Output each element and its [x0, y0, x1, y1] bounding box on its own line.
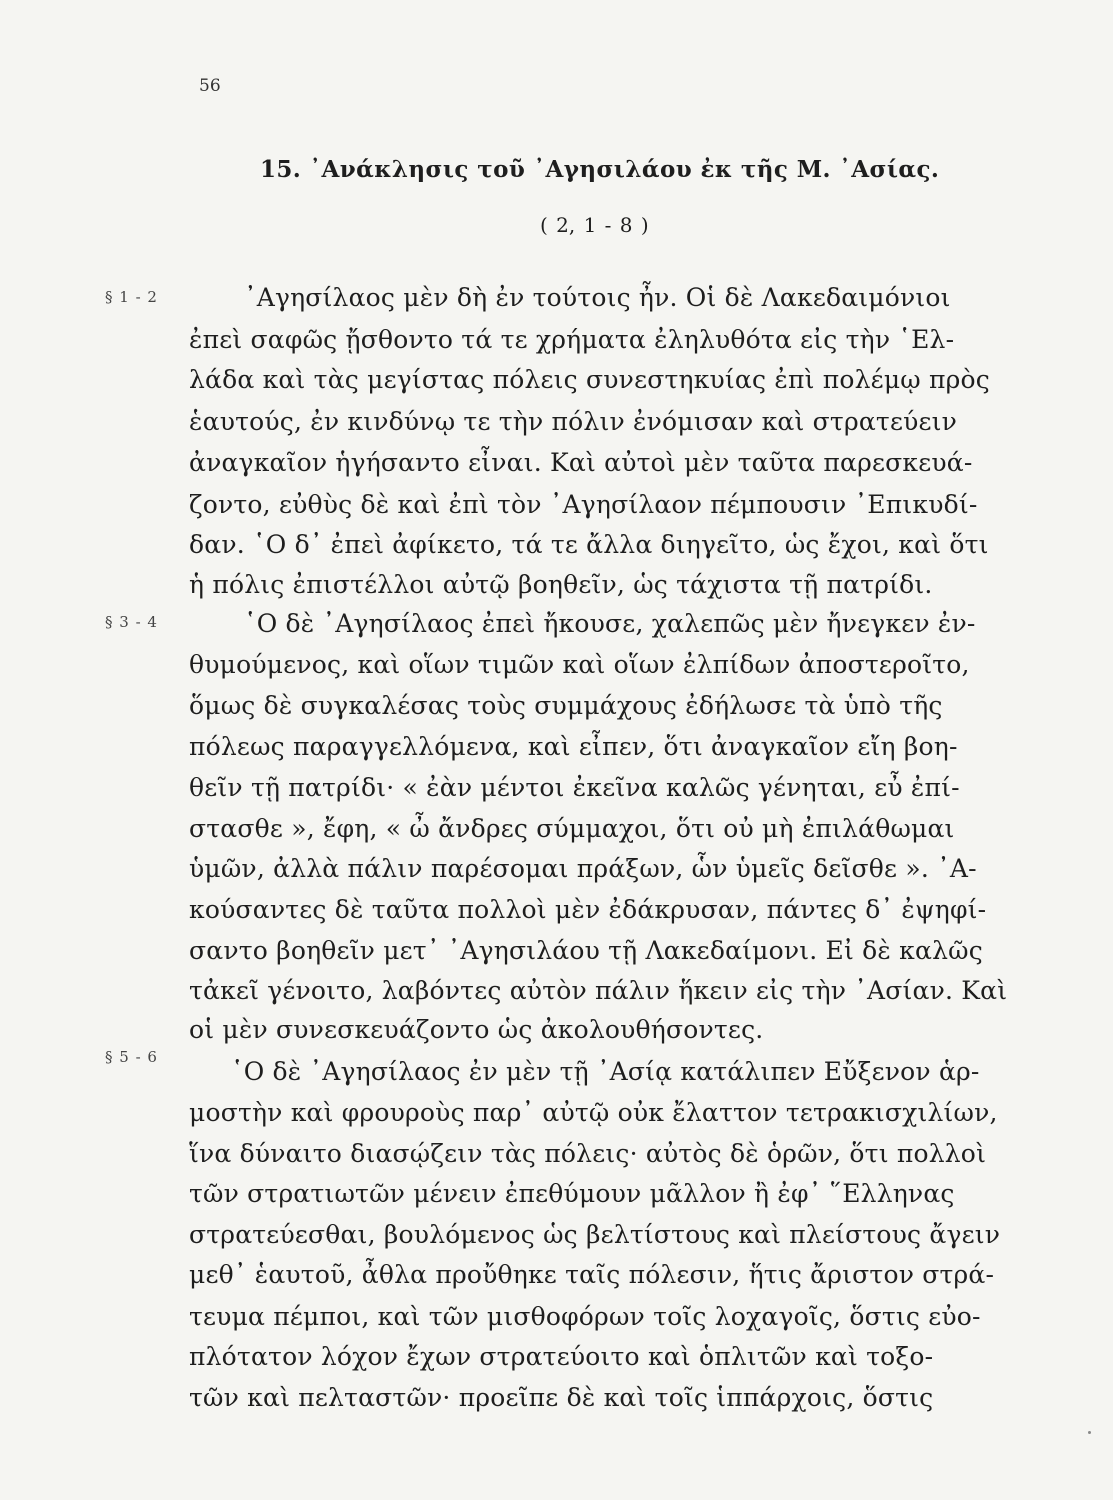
text-line: θεῖν τῇ πατρίδι· « ἐὰν μέντοι ἐκεῖνα καλῶς γένηται, εὖ ἐπί- [189, 773, 960, 802]
section-marker: § 5 - 6 [105, 1048, 158, 1066]
text-line: ἡ πόλις ἐπιστέλλοι αὐτῷ βοηθεῖν, ὡς τάχιστα τῇ πατρίδι. [189, 570, 933, 599]
text-line: ᾿Αγησίλαος μὲν δὴ ἐν τούτοις ἦν. Οἱ δὲ Λακεδαιμόνιοι [244, 283, 951, 312]
text-line: ἐπεὶ σαφῶς ᾔσθοντο τά τε χρήματα ἐληλυθότα εἰς τὴν ῾Ελ- [189, 325, 955, 354]
text-line: ζοντο, εὐθὺς δὲ καὶ ἐπὶ τὸν ᾿Αγησίλαον πέμπουσιν ᾿Επικυδί- [189, 490, 978, 519]
text-line: μοστὴν καὶ φρουροὺς παρ᾿ αὐτῷ οὐκ ἔλαττον τετρακισχιλίων, [189, 1098, 998, 1127]
chapter-subtitle: ( 2, 1 - 8 ) [540, 213, 649, 237]
section-marker: § 1 - 2 [105, 288, 158, 306]
text-line: κούσαντες δὲ ταῦτα πολλοὶ μὲν ἐδάκρυσαν, πάντες δ᾿ ἐψηφί- [189, 895, 987, 924]
text-line: πόλεως παραγγελλόμενα, καὶ εἶπεν, ὅτι ἀναγκαῖον εἴη βοη- [189, 732, 958, 761]
text-line: ἀναγκαῖον ἡγήσαντο εἶναι. Καὶ αὐτοὶ μὲν ταῦτα παρεσκευά- [189, 448, 973, 477]
text-line: δαν. ῾Ο δ᾿ ἐπεὶ ἀφίκετο, τά τε ἄλλα διηγεῖτο, ὡς ἔχοι, καὶ ὅτι [189, 530, 989, 559]
text-line: τευμα πέμποι, καὶ τῶν μισθοφόρων τοῖς λοχαγοῖς, ὅστις εὐο- [189, 1302, 981, 1331]
text-line: ῾Ο δὲ ᾿Αγησίλαος ἐπεὶ ἤκουσε, χαλεπῶς μὲν ἤνεγκεν ἐν- [244, 609, 976, 638]
text-line: θυμούμενος, καὶ οἵων τιμῶν καὶ οἵων ἐλπίδων ἀποστεροῖτο, [189, 650, 970, 679]
text-line: ὅμως δὲ συγκαλέσας τοὺς συμμάχους ἐδήλωσε τὰ ὑπὸ τῆς [189, 691, 943, 720]
text-line: τῶν στρατιωτῶν μένειν ἐπεθύμουν μᾶλλον ἢ ἐφ᾿ ῞Ελληνας [189, 1179, 955, 1208]
section-marker: § 3 - 4 [105, 613, 158, 631]
text-line: στρατεύεσθαι, βουλόμενος ὡς βελτίστους καὶ πλείστους ἄγειν [189, 1220, 1001, 1249]
text-line: ἵνα δύναιτο διασῴζειν τὰς πόλεις· αὐτὸς δὲ ὁρῶν, ὅτι πολλοὶ [189, 1139, 987, 1168]
text-line: ῾Ο δὲ ᾿Αγησίλαος ἐν μὲν τῇ ᾿Ασίᾳ κατάλιπεν Εὔξενον ἁρ- [231, 1057, 980, 1086]
text-line: πλότατον λόχον ἔχων στρατεύοιτο καὶ ὁπλιτῶν καὶ τοξο- [189, 1342, 934, 1371]
text-line: σαντο βοηθεῖν μετ᾿ ᾿Αγησιλάου τῇ Λακεδαίμονι. Εἰ δὲ καλῶς [189, 936, 983, 965]
text-line: οἱ μὲν συνεσκευάζοντο ὡς ἀκολουθήσοντες. [189, 1015, 764, 1044]
text-line: λάδα καὶ τὰς μεγίστας πόλεις συνεστηκυίας ἐπὶ πολέμῳ πρὸς [189, 365, 990, 394]
text-line: τἀκεῖ γένοιτο, λαβόντες αὐτὸν πάλιν ἥκειν εἰς τὴν ᾿Ασίαν. Καὶ [189, 976, 1008, 1005]
page-number: 56 [199, 76, 221, 96]
scan-artifact [1088, 1431, 1091, 1434]
chapter-title: 15. ᾿Ανάκλησις τοῦ ᾿Αγησιλάου ἐκ τῆς Μ. ᾿Ασίας. [260, 156, 940, 183]
text-line: ὑμῶν, ἀλλὰ πάλιν παρέσομαι πράξων, ὧν ὑμεῖς δεῖσθε ». ᾿Α- [189, 854, 977, 883]
text-line: στασθε », ἔφη, « ὦ ἄνδρες σύμμαχοι, ὅτι οὐ μὴ ἐπιλάθωμαι [189, 814, 955, 843]
text-line: τῶν καὶ πελταστῶν· προεῖπε δὲ καὶ τοῖς ἱππάρχοις, ὅστις [189, 1383, 934, 1412]
text-line: ἑαυτούς, ἐν κινδύνῳ τε τὴν πόλιν ἐνόμισαν καὶ στρατεύειν [189, 407, 958, 436]
text-line: μεθ᾿ ἑαυτοῦ, ἆθλα προὔθηκε ταῖς πόλεσιν, ἥτις ἄριστον στρά- [189, 1260, 995, 1289]
